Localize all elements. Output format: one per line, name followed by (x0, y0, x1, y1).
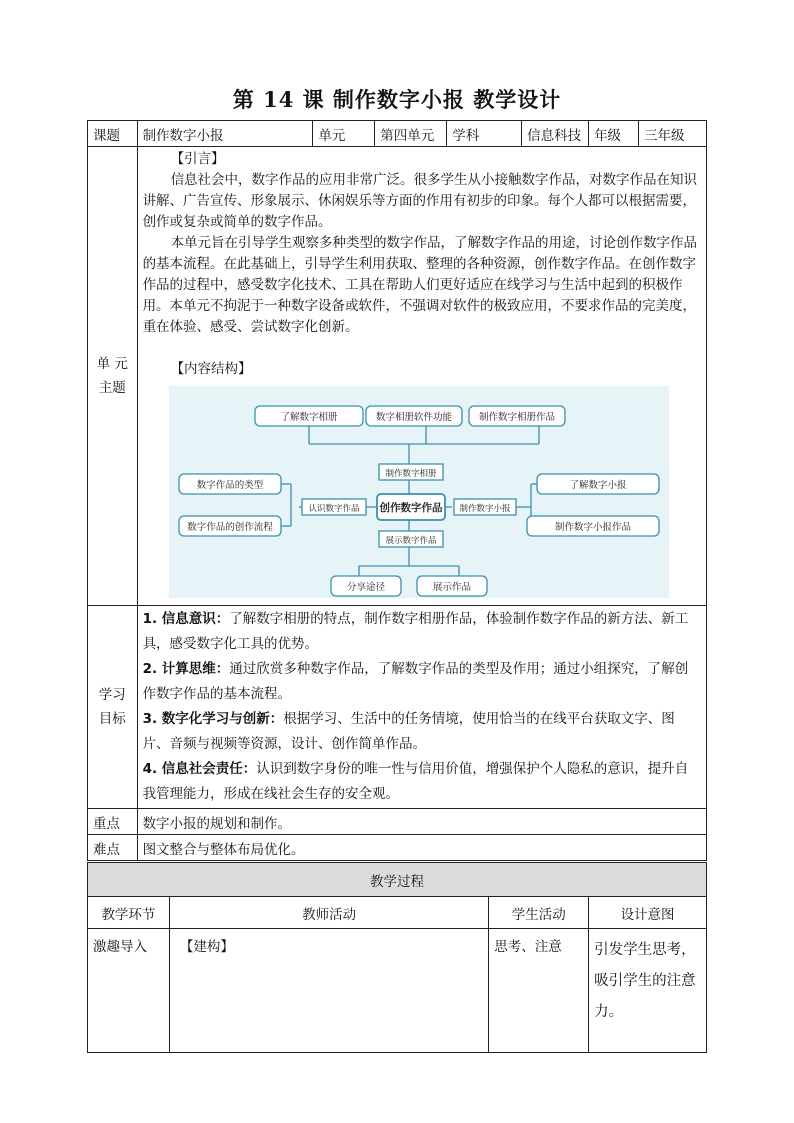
objective-text: 通过欣赏多种数字作品，了解数字作品的类型及作用；通过小组探究，了解创作数字作品的基本流程。 (142, 661, 689, 702)
unit-value: 第四单元 (375, 121, 447, 147)
lesson-label: 课题 (88, 121, 138, 147)
process-row (88, 929, 707, 1053)
diagram-left-item: 数字作品的创作流程 (186, 522, 273, 533)
lesson-info-table (87, 120, 707, 861)
diagram-left-connector: 认识数字作品 (308, 504, 360, 514)
intro-paragraph-2: 本单元旨在引导学生观察多种类型的数字作品，了解数字作品的用途，讨论创作数字作品的基本流程。在此基础上，引导学生利用获取、整理的各种资源，创作数字作品。在创作数字作品的过程中，感受数字化技术、工具在帮助人们更好适应在线学习与生活中起到的积极作用。本单元不拘泥于一种数字设备或软件，不强调对软件的极致应用，不要求作品的完美度，重在体验、感受、尝试数字化创新。 (142, 235, 698, 335)
objective-item (143, 757, 701, 807)
column-header: 设计意图 (589, 897, 707, 929)
unit-label: 单元 (313, 121, 375, 147)
objective-text: 了解数字相册的特点，制作数字相册作品，体验制作数字作品的新方法、新工具，感受数字化工具的优势。 (142, 611, 689, 652)
process-header-row (88, 863, 707, 897)
unit-theme-row (88, 147, 707, 606)
objective-text: 认识到数字身份的唯一性与信用价值，增强保护个人隐私的意识，提升自我管理能力，形成在线社会生存的安全观。 (142, 761, 689, 802)
unit-theme-content (137, 147, 706, 606)
objectives-row (88, 606, 707, 809)
column-header: 教学环节 (88, 897, 170, 929)
diagram-top-item: 制作数字相册作品 (478, 412, 555, 423)
diagram-bottom-item: 展示作品 (432, 582, 471, 593)
process-teacher-activity: 【建构】 (169, 929, 488, 1053)
grade-value: 三年级 (639, 121, 707, 147)
objectives-label-line2: 目标 (98, 711, 126, 727)
diagram-top-item: 了解数字相册 (280, 412, 338, 423)
unit-theme-label-line2: 主题 (98, 380, 126, 396)
info-row (88, 121, 707, 147)
objective-item (143, 707, 701, 757)
unit-theme-label-line1: 单 元 (96, 356, 128, 372)
key-point-row (88, 809, 707, 835)
objective-title: 3. 数字化学习与创新： (142, 711, 284, 727)
column-header: 教师活动 (169, 897, 488, 929)
subject-value: 信息科技 (522, 121, 589, 147)
objective-title: 1. 信息意识： (142, 611, 230, 627)
intro-heading: 【引言】 (170, 151, 225, 167)
objective-text: 根据学习、生活中的任务情境，使用恰当的在线平台获取文字、图片、音频与视频等资源，设计、创作简单作品。 (142, 711, 675, 752)
objective-item (143, 607, 701, 657)
unit-theme-label (88, 147, 138, 606)
objectives-label (88, 606, 138, 809)
diagram-bottom-item: 分享途径 (346, 582, 385, 593)
lesson-value: 制作数字小报 (137, 121, 313, 147)
content-structure-diagram (169, 386, 669, 598)
structure-heading: 【内容结构】 (170, 361, 252, 377)
column-header: 学生活动 (489, 897, 589, 929)
intro-paragraph-1: 信息社会中，数字作品的应用非常广泛。很多学生从小接触数字作品，对数字作品在知识讲解、广告宣传、形象展示、休闲娱乐等方面的作用有初步的印象。每个人都可以根据需要，创作或复杂或简单的数字作品。 (142, 172, 698, 230)
difficulty-row (88, 835, 707, 861)
process-header: 教学过程 (88, 863, 707, 897)
diagram-right-connector: 制作数字小报 (459, 504, 511, 514)
process-student-activity: 思考、注意 (489, 929, 589, 1053)
process-design-intent: 引发学生思考，吸引学生的注意力。 (589, 929, 707, 1053)
key-point-label: 重点 (88, 809, 138, 835)
diagram-center: 创作数字作品 (379, 502, 443, 514)
structure-diagram-svg (169, 386, 669, 598)
teaching-process-table (87, 862, 707, 1053)
objectives-label-line1: 学习 (98, 687, 126, 703)
document-title: 第 14 课 制作数字小报 教学设计 (232, 87, 562, 112)
objectives-content (137, 606, 706, 809)
process-columns-row (88, 897, 707, 929)
diagram-right-item: 了解数字小报 (569, 480, 627, 491)
process-stage: 激趣导入 (88, 929, 170, 1053)
objective-title: 4. 信息社会责任： (142, 761, 257, 777)
key-point-value: 数字小报的规划和制作。 (137, 809, 706, 835)
objective-title: 2. 计算思维： (142, 661, 230, 677)
objective-item (143, 657, 701, 707)
grade-label: 年级 (589, 121, 639, 147)
diagram-top-connector: 制作数字相册 (385, 469, 437, 479)
diagram-left-item: 数字作品的类型 (196, 480, 263, 491)
diagram-right-item: 制作数字小报作品 (554, 522, 631, 533)
diagram-top-item: 数字相册软件功能 (375, 412, 452, 423)
subject-label: 学科 (447, 121, 522, 147)
diagram-bottom-connector: 展示数字作品 (385, 536, 437, 546)
difficulty-label: 难点 (88, 835, 138, 861)
difficulty-value: 图文整合与整体布局优化。 (137, 835, 706, 861)
